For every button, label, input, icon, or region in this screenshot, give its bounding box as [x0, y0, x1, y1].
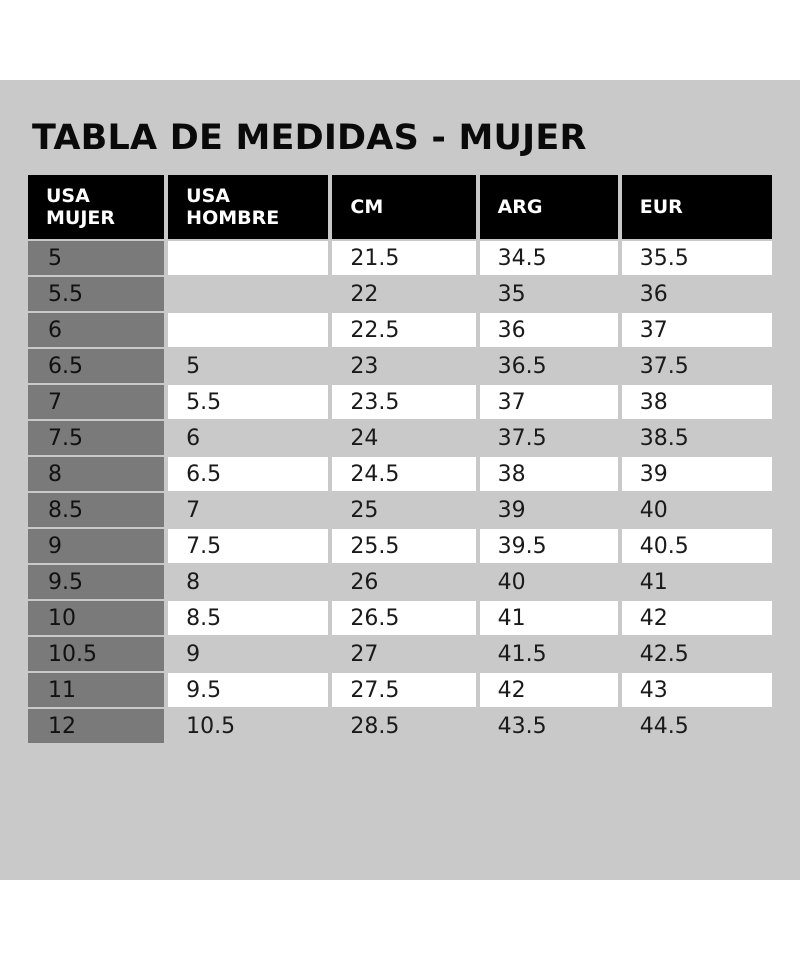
cell-cm: 23: [350, 353, 379, 379]
cell-usa-hombre: 9: [186, 641, 201, 667]
cell-arg: 39: [497, 497, 526, 523]
cell-arg: 36.5: [497, 353, 547, 379]
cell-eur: 39: [622, 457, 772, 491]
cell-eur: 40: [639, 497, 668, 523]
cell-eur: 37: [622, 313, 772, 347]
table-row: [28, 349, 772, 383]
cell-cm: 25.5: [332, 529, 475, 563]
cell-cm: 27.5: [332, 673, 475, 707]
size-table: [24, 173, 776, 745]
cell-usa-mujer: 5: [28, 241, 164, 275]
table-row: [28, 637, 772, 671]
table-row: [28, 673, 772, 707]
cell-usa-hombre: 6.5: [168, 457, 328, 491]
cell-eur: 38: [622, 385, 772, 419]
cell-eur: 40.5: [622, 529, 772, 563]
cell-eur: 42.5: [639, 641, 689, 667]
page-title: TABLA DE MEDIDAS - MUJER: [32, 118, 587, 158]
cell-eur: 41: [639, 569, 668, 595]
cell-arg: 38: [480, 457, 618, 491]
column-header-usa-mujer: USA MUJER: [28, 175, 164, 239]
cell-arg: 41.5: [497, 641, 547, 667]
cell-usa-hombre: [168, 277, 328, 311]
cell-eur: 36: [639, 281, 668, 307]
column-header-eur: EUR: [622, 175, 772, 239]
cell-cm: 26: [350, 569, 379, 595]
cell-usa-mujer: 9: [28, 529, 164, 563]
table-row: [28, 601, 772, 635]
cell-usa-mujer: 10.5: [28, 637, 164, 671]
cell-usa-hombre: [168, 313, 328, 347]
cell-cm: 27: [350, 641, 379, 667]
cell-usa-mujer: 9.5: [28, 565, 164, 599]
table-row: [28, 277, 772, 311]
cell-cm: 24: [350, 425, 379, 451]
cell-usa-hombre: 9.5: [168, 673, 328, 707]
cell-cm: 22: [350, 281, 379, 307]
cell-usa-mujer: 6.5: [28, 349, 164, 383]
cell-usa-mujer: 6: [28, 313, 164, 347]
cell-usa-mujer: 7: [28, 385, 164, 419]
cell-eur: 35.5: [622, 241, 772, 275]
cell-usa-mujer: 8.5: [28, 493, 164, 527]
cell-cm: 28.5: [350, 713, 400, 739]
cell-cm: 24.5: [332, 457, 475, 491]
cell-cm: 26.5: [332, 601, 475, 635]
cell-arg: 40: [497, 569, 526, 595]
cell-usa-hombre: 7: [186, 497, 201, 523]
cell-arg: 43.5: [497, 713, 547, 739]
cell-arg: 37.5: [497, 425, 547, 451]
cell-usa-hombre: 5.5: [168, 385, 328, 419]
table-row: [28, 457, 772, 491]
cell-usa-hombre: 8: [186, 569, 201, 595]
cell-eur: 43: [622, 673, 772, 707]
cell-usa-hombre: 8.5: [168, 601, 328, 635]
cell-usa-hombre: 6: [186, 425, 201, 451]
column-header-cm: CM: [332, 175, 475, 239]
cell-usa-mujer: 7.5: [28, 421, 164, 455]
cell-usa-mujer: 10: [28, 601, 164, 635]
cell-arg: 34.5: [480, 241, 618, 275]
cell-arg: 37: [480, 385, 618, 419]
table-row: [28, 493, 772, 527]
cell-usa-hombre: 10.5: [186, 713, 236, 739]
cell-usa-hombre: [168, 241, 328, 275]
table-row: [28, 421, 772, 455]
cell-cm: 21.5: [332, 241, 475, 275]
cell-eur: 38.5: [639, 425, 689, 451]
table-body: [28, 241, 772, 743]
cell-usa-mujer: 12: [28, 709, 164, 743]
size-chart-panel: [0, 80, 800, 880]
cell-eur: 44.5: [639, 713, 689, 739]
cell-eur: 37.5: [639, 353, 689, 379]
cell-cm: 25: [350, 497, 379, 523]
table-row: [28, 241, 772, 275]
table-header-row: [28, 175, 772, 239]
cell-arg: 41: [480, 601, 618, 635]
cell-cm: 22.5: [332, 313, 475, 347]
table-row: [28, 529, 772, 563]
cell-arg: 36: [480, 313, 618, 347]
column-header-usa-hombre: USA HOMBRE: [168, 175, 328, 239]
cell-usa-hombre: 7.5: [168, 529, 328, 563]
cell-arg: 42: [480, 673, 618, 707]
table-row: [28, 565, 772, 599]
cell-arg: 39.5: [480, 529, 618, 563]
cell-usa-mujer: 5.5: [28, 277, 164, 311]
cell-usa-mujer: 8: [28, 457, 164, 491]
cell-arg: 35: [497, 281, 526, 307]
cell-usa-hombre: 5: [186, 353, 201, 379]
table-row: [28, 313, 772, 347]
cell-eur: 42: [622, 601, 772, 635]
cell-cm: 23.5: [332, 385, 475, 419]
table-row: [28, 385, 772, 419]
table-row: [28, 709, 772, 743]
column-header-arg: ARG: [480, 175, 618, 239]
cell-usa-mujer: 11: [28, 673, 164, 707]
